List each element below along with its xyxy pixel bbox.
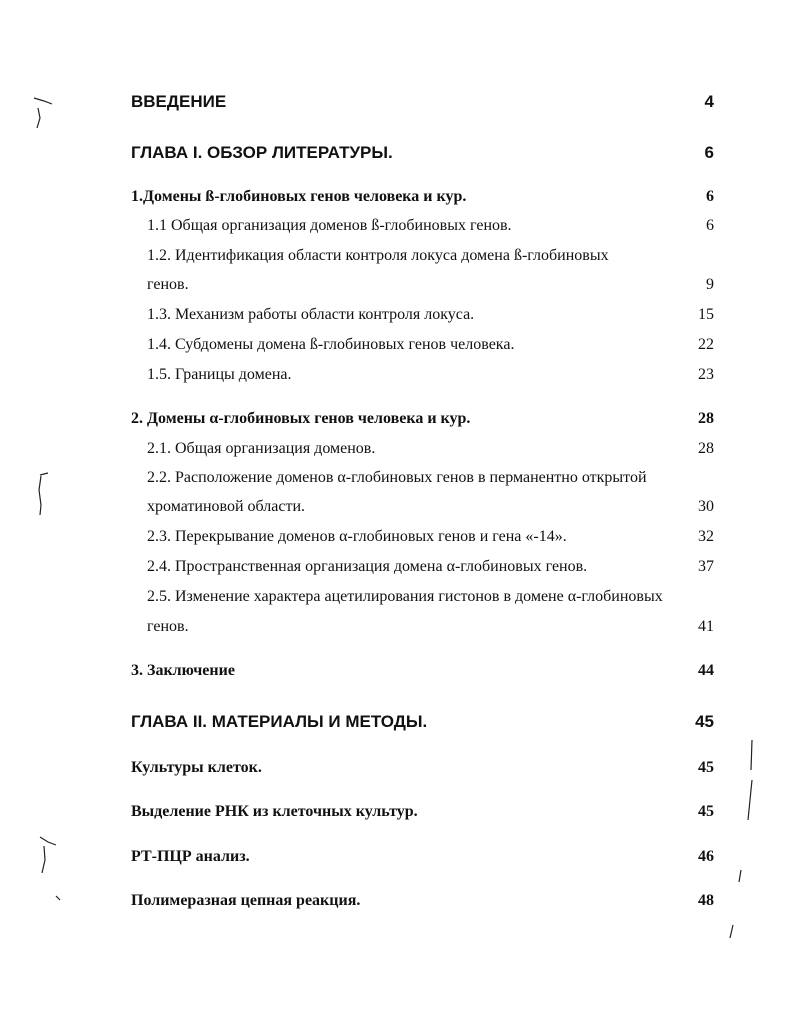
entry-title: ГЛАВА II. МАТЕРИАЛЫ И МЕТОДЫ. (131, 712, 428, 731)
entry-page: 22 (698, 336, 714, 353)
entry-page: 23 (698, 366, 714, 383)
entry-page: 6 (706, 217, 714, 234)
entry-title: Полимеразная цепная реакция. (131, 892, 361, 909)
entry-title: 1.Домены ß-глобиновых генов человека и кур. (131, 188, 467, 205)
entry-title: 2.2. Расположение доменов α-глобиновых генов в перманентно открытой (147, 469, 647, 486)
entry-page: 28 (698, 410, 714, 427)
entry-page: 45 (698, 759, 714, 776)
entry-title: ГЛАВА I. ОБЗОР ЛИТЕРАТУРЫ. (131, 143, 393, 162)
entry-title: 3. Заключение (131, 662, 235, 679)
entry-title: Культуры клеток. (131, 759, 262, 776)
entry-page: 28 (698, 440, 714, 457)
entry-title: РТ-ПЦР анализ. (131, 848, 250, 865)
entry-page: 6 (704, 143, 714, 162)
entry-title: ВВЕДЕНИЕ (131, 92, 227, 111)
entry-title: 2.4. Пространственная организация домена α-глобиновых генов. (147, 558, 588, 575)
entry-page: 15 (698, 306, 714, 323)
entry-page: 30 (698, 498, 714, 515)
entry-page: 46 (698, 848, 714, 865)
entry-title: 2. Домены α-глобиновых генов человека и кур. (131, 410, 471, 427)
entry-page: 9 (706, 276, 714, 293)
entry-page: 32 (698, 528, 714, 545)
entry-title: 1.4. Субдомены домена ß-глобиновых генов человека. (147, 336, 515, 353)
entry-page: 37 (698, 558, 714, 575)
entry-page: 4 (704, 92, 714, 111)
entry-title-cont: хроматиновой области. (147, 498, 306, 515)
entry-title: 1.3. Механизм работы области контроля локуса. (147, 306, 475, 323)
entry-page: 45 (698, 803, 714, 820)
entry-page: 6 (706, 188, 714, 205)
entry-title: 2.3. Перекрывание доменов α-глобиновых генов и гена «-14». (147, 528, 567, 545)
entry-page: 48 (698, 892, 714, 909)
entry-page: 44 (698, 662, 714, 679)
entry-title: 1.1 Общая организация доменов ß-глобиновых генов. (147, 217, 512, 234)
entry-title-cont: генов. (147, 618, 189, 635)
entry-page: 41 (698, 618, 714, 635)
entry-title: 2.5. Изменение характера ацетилирования гистонов в домене α-глобиновых (147, 588, 663, 605)
entry-page: 45 (695, 712, 714, 731)
entry-title-cont: генов. (147, 276, 189, 293)
entry-title: Выделение РНК из клеточных культур. (131, 803, 418, 820)
entry-title: 1.5. Границы домена. (147, 366, 292, 383)
entry-title: 2.1. Общая организация доменов. (147, 440, 376, 457)
entry-title: 1.2. Идентификация области контроля локуса домена ß-глобиновых (147, 247, 609, 264)
